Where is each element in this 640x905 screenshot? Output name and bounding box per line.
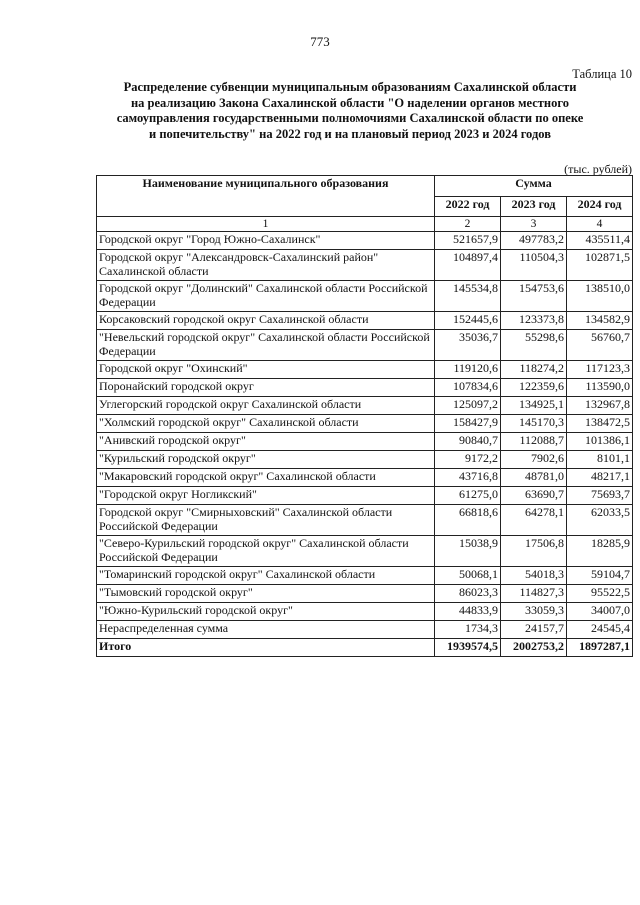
municipality-name: "Макаровский городской округ" Сахалинской области: [97, 469, 435, 487]
table-row: [97, 361, 633, 379]
table-row: [97, 621, 633, 639]
amount-2023: 24157,7: [501, 621, 567, 639]
amount-2023: 110504,3: [501, 250, 567, 281]
page-number: 773: [310, 34, 330, 49]
header-year-2023: 2023 год: [501, 197, 567, 217]
title-line: и попечительству" на 2022 год и на плановый период 2023 и 2024 годов: [149, 126, 551, 141]
amount-2022: 15038,9: [435, 536, 501, 567]
table-body: [97, 232, 633, 657]
amount-2023: 497783,2: [501, 232, 567, 250]
total-label: Итого: [97, 639, 435, 657]
municipality-name: "Томаринский городской округ" Сахалинской области: [97, 567, 435, 585]
amount-2024: 132967,8: [567, 397, 633, 415]
amount-2022: 44833,9: [435, 603, 501, 621]
header-year-2022: 2022 год: [435, 197, 501, 217]
amount-2024: 102871,5: [567, 250, 633, 281]
municipality-name: Углегорский городской округ Сахалинской области: [97, 397, 435, 415]
table-row: [97, 397, 633, 415]
municipality-name: "Северо-Курильский городской округ" Сахалинской области Российской Федерации: [97, 536, 435, 567]
column-index: 4: [567, 217, 633, 232]
amount-2024: 62033,5: [567, 505, 633, 536]
amount-2024: 113590,0: [567, 379, 633, 397]
municipality-name: "Южно-Курильский городской округ": [97, 603, 435, 621]
municipality-name: Городской округ "Охинский": [97, 361, 435, 379]
total-row: [97, 639, 633, 657]
subsidy-table: [96, 175, 633, 657]
total-2024: 1897287,1: [567, 639, 633, 657]
amount-2024: 75693,7: [567, 487, 633, 505]
table-row: [97, 536, 633, 567]
amount-2022: 145534,8: [435, 281, 501, 312]
amount-2023: 118274,2: [501, 361, 567, 379]
title-line: Распределение субвенции муниципальным образованиям Сахалинской области: [123, 80, 577, 94]
amount-2022: 66818,6: [435, 505, 501, 536]
amount-2024: 56760,7: [567, 330, 633, 361]
municipality-name: "Холмский городской округ" Сахалинской области: [97, 415, 435, 433]
amount-2024: 34007,0: [567, 603, 633, 621]
table-row: [97, 585, 633, 603]
amount-2023: 33059,3: [501, 603, 567, 621]
amount-2022: 43716,8: [435, 469, 501, 487]
amount-2023: 122359,6: [501, 379, 567, 397]
amount-2022: 90840,7: [435, 433, 501, 451]
amount-2023: 54018,3: [501, 567, 567, 585]
amount-2022: 50068,1: [435, 567, 501, 585]
municipality-name: "Курильский городской округ": [97, 451, 435, 469]
amount-2022: 152445,6: [435, 312, 501, 330]
municipality-name: Нераспределенная сумма: [97, 621, 435, 639]
total-2022: 1939574,5: [435, 639, 501, 657]
amount-2022: 61275,0: [435, 487, 501, 505]
amount-2024: 59104,7: [567, 567, 633, 585]
amount-2022: 35036,7: [435, 330, 501, 361]
amount-2023: 134925,1: [501, 397, 567, 415]
header-sum: Сумма: [435, 176, 633, 197]
title-line: на реализацию Закона Сахалинской области "О наделении органов местного: [130, 95, 569, 110]
amount-2023: 17506,8: [501, 536, 567, 567]
amount-2023: 145170,3: [501, 415, 567, 433]
column-index: 2: [435, 217, 501, 232]
header-year-2024: 2024 год: [567, 197, 633, 217]
amount-2024: 8101,1: [567, 451, 633, 469]
table-label: Таблица 10: [572, 67, 632, 81]
amount-2023: 114827,3: [501, 585, 567, 603]
amount-2022: 86023,3: [435, 585, 501, 603]
table-row: [97, 250, 633, 281]
table-row: [97, 330, 633, 361]
amount-2023: 112088,7: [501, 433, 567, 451]
amount-2023: 48781,0: [501, 469, 567, 487]
amount-2022: 158427,9: [435, 415, 501, 433]
table-header: [97, 176, 633, 232]
amount-2024: 101386,1: [567, 433, 633, 451]
amount-2022: 104897,4: [435, 250, 501, 281]
amount-2024: 138472,5: [567, 415, 633, 433]
amount-2024: 138510,0: [567, 281, 633, 312]
document-title: [90, 80, 610, 142]
municipality-name: Городской округ "Долинский" Сахалинской области Российской Федерации: [97, 281, 435, 312]
total-2023: 2002753,2: [501, 639, 567, 657]
amount-2023: 154753,6: [501, 281, 567, 312]
amount-2024: 24545,4: [567, 621, 633, 639]
table-row: [97, 433, 633, 451]
amount-2022: 107834,6: [435, 379, 501, 397]
column-index: 1: [97, 217, 435, 232]
municipality-name: Корсаковский городской округ Сахалинской области: [97, 312, 435, 330]
amount-2023: 55298,6: [501, 330, 567, 361]
municipality-name: "Тымовский городской округ": [97, 585, 435, 603]
amount-2022: 119120,6: [435, 361, 501, 379]
amount-2022: 521657,9: [435, 232, 501, 250]
amount-2024: 134582,9: [567, 312, 633, 330]
amount-2023: 7902,6: [501, 451, 567, 469]
table-row: [97, 487, 633, 505]
table-row: [97, 567, 633, 585]
amount-2022: 1734,3: [435, 621, 501, 639]
amount-2024: 48217,1: [567, 469, 633, 487]
table-row: [97, 312, 633, 330]
municipality-name: Поронайский городской округ: [97, 379, 435, 397]
title-line: самоуправления государственными полномочиями Сахалинской области по опеке: [116, 111, 584, 125]
amount-2023: 123373,8: [501, 312, 567, 330]
amount-2023: 64278,1: [501, 505, 567, 536]
header-name: Наименование муниципального образования: [97, 176, 435, 217]
municipality-name: "Городской округ Ногликский": [97, 487, 435, 505]
municipality-name: Городской округ "Город Южно-Сахалинск": [97, 232, 435, 250]
amount-2022: 9172,2: [435, 451, 501, 469]
amount-2024: 435511,4: [567, 232, 633, 250]
table-row: [97, 415, 633, 433]
table-row: [97, 232, 633, 250]
table-row: [97, 281, 633, 312]
municipality-name: "Невельский городской округ" Сахалинской области Российской Федерации: [97, 330, 435, 361]
amount-2024: 18285,9: [567, 536, 633, 567]
municipality-name: Городской округ "Смирныховский" Сахалинской области Российской Федерации: [97, 505, 435, 536]
municipality-name: "Анивский городской округ": [97, 433, 435, 451]
table-row: [97, 379, 633, 397]
table-row: [97, 469, 633, 487]
amount-2022: 125097,2: [435, 397, 501, 415]
municipality-name: Городской округ "Александровск-Сахалинский район" Сахалинской области: [97, 250, 435, 281]
amount-2023: 63690,7: [501, 487, 567, 505]
amount-2024: 95522,5: [567, 585, 633, 603]
table-row: [97, 451, 633, 469]
units-note: (тыс. рублей): [564, 162, 632, 176]
column-index: 3: [501, 217, 567, 232]
amount-2024: 117123,3: [567, 361, 633, 379]
table-row: [97, 603, 633, 621]
table-row: [97, 505, 633, 536]
